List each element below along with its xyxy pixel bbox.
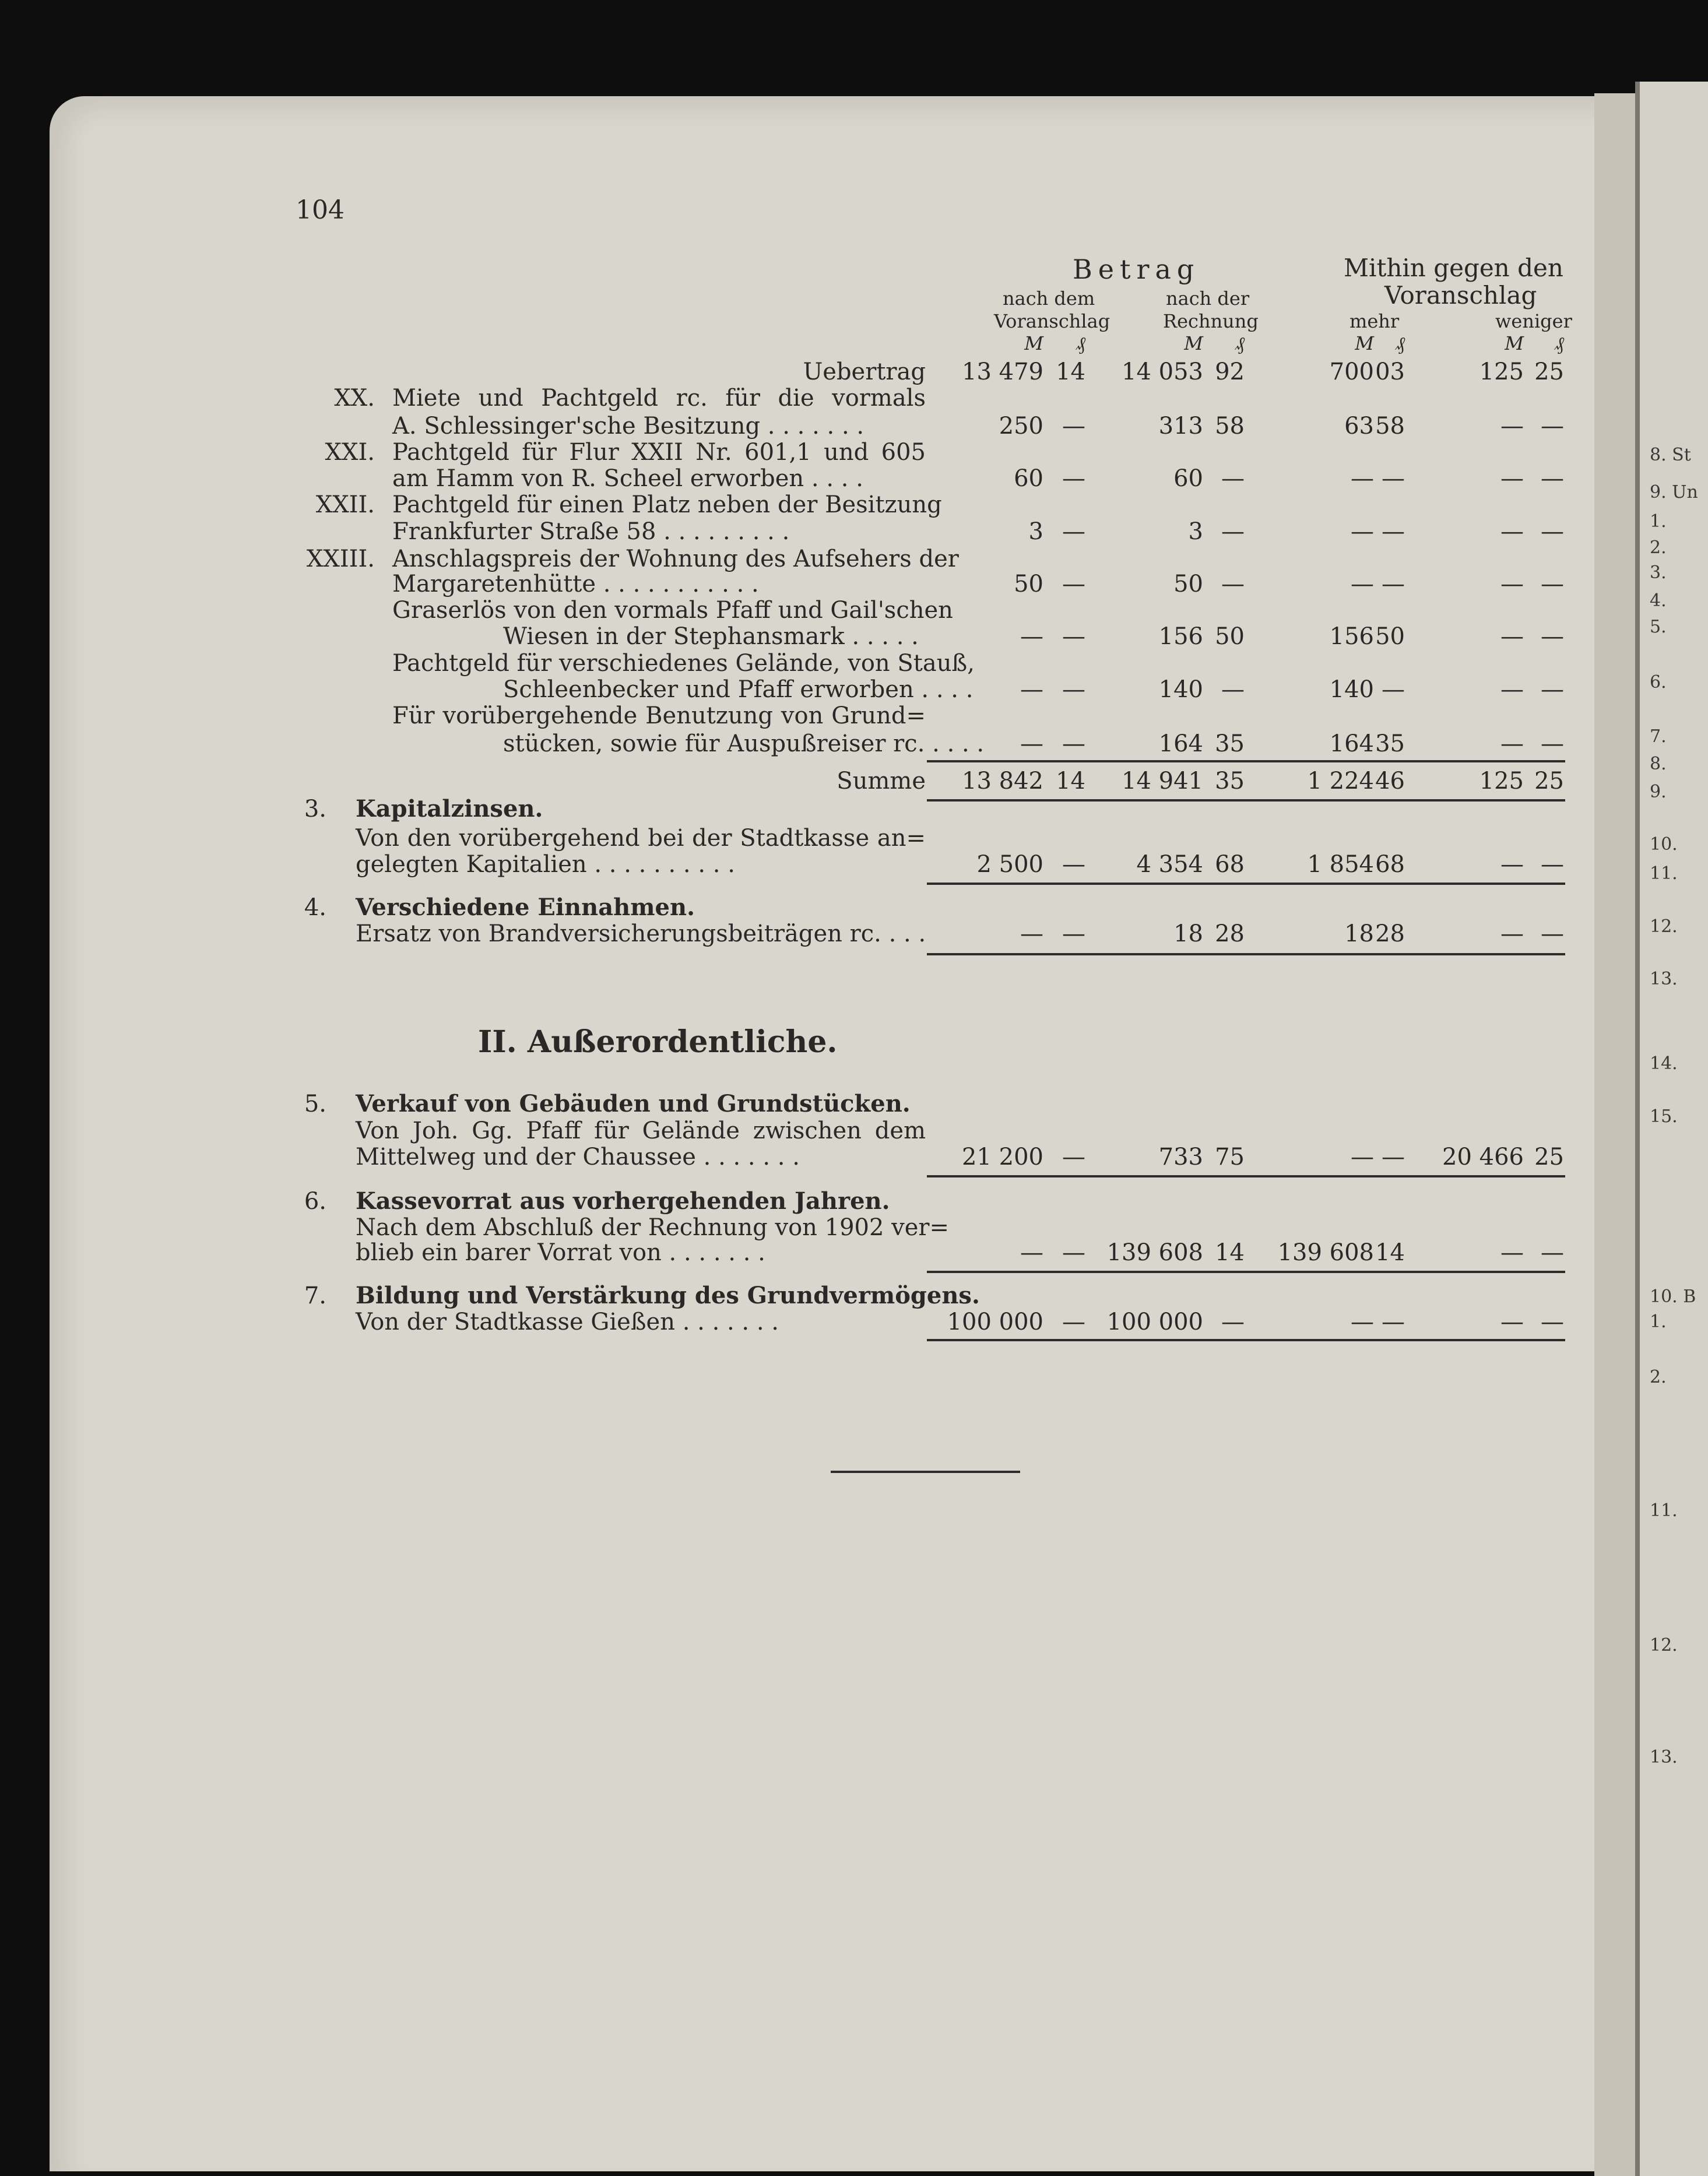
- amount-cell: —: [1351, 570, 1374, 597]
- amount-cell: 28: [1215, 920, 1245, 947]
- amount-cell: —: [1062, 1309, 1085, 1336]
- amount-cell: 68: [1375, 850, 1405, 878]
- next-page-fragment: 10. B: [1650, 1286, 1696, 1307]
- section-heading: Verschiedene Einnahmen.: [356, 893, 695, 921]
- next-page-strip: [1635, 82, 1708, 2176]
- amount-cell: —: [1351, 518, 1374, 545]
- mark-unit: M: [1184, 332, 1203, 354]
- next-page-fragment: 3.: [1650, 562, 1667, 583]
- amount-cell: 28: [1375, 920, 1405, 947]
- amount-cell: —: [1541, 1309, 1564, 1336]
- amount-cell: 58: [1375, 412, 1405, 440]
- next-page-fragment: 2.: [1650, 537, 1667, 558]
- amount-cell: —: [1062, 920, 1085, 947]
- header-betrag: Betrag: [1073, 254, 1200, 285]
- amount-cell: —: [1020, 676, 1043, 703]
- section-number: 7.: [304, 1282, 326, 1309]
- table-rule: [927, 760, 1565, 762]
- amount-cell: 58: [1215, 412, 1245, 440]
- item-text: Für vorübergehende Benutzung von Grund=: [392, 702, 926, 730]
- section-text: Mittelweg und der Chaussee . . . . . . .: [356, 1143, 800, 1170]
- amount-cell: 25: [1534, 1143, 1564, 1170]
- carry-over-label: Uebertrag: [803, 358, 926, 385]
- amount-cell: —: [1500, 676, 1524, 703]
- next-page-fragment: 11.: [1650, 1500, 1678, 1521]
- item-text: Graserlös von den vormals Pfaff und Gail'schen: [392, 597, 953, 624]
- amount-cell: 156: [1158, 623, 1203, 651]
- amount-cell: —: [1500, 518, 1524, 545]
- table-rule: [927, 1271, 1565, 1273]
- amount-cell: 14 053: [1122, 358, 1203, 385]
- amount-cell: —: [1020, 1239, 1043, 1267]
- amount-cell: —: [1500, 920, 1524, 947]
- next-page-fragment: 13.: [1650, 969, 1678, 990]
- amount-cell: —: [1062, 730, 1085, 757]
- amount-cell: —: [1500, 1309, 1524, 1336]
- amount-cell: 50: [1375, 623, 1405, 651]
- amount-cell: 156: [1329, 623, 1374, 651]
- section-number: 4.: [304, 894, 326, 921]
- amount-cell: 60: [1014, 465, 1043, 493]
- header-mithin-voranschlag: Voranschlag: [1384, 281, 1537, 310]
- amount-cell: 13 479: [962, 358, 1043, 385]
- amount-cell: —: [1062, 676, 1085, 703]
- amount-cell: 20 466: [1442, 1143, 1524, 1170]
- item-text: Pachtgeld für verschiedenes Gelände, von Stauß,: [392, 649, 975, 677]
- item-text: A. Schlessinger'sche Besitzung . . . . . . .: [392, 412, 864, 440]
- amount-cell: —: [1221, 1309, 1245, 1336]
- next-page-fragment: 12.: [1650, 1634, 1678, 1655]
- item-text: Wiesen in der Stephansmark . . . . .: [503, 623, 919, 651]
- amount-cell: 13 842: [962, 767, 1043, 795]
- sum-label: Summe: [837, 767, 926, 795]
- item-text: am Hamm von R. Scheel erworben . . . .: [392, 465, 863, 493]
- amount-cell: —: [1062, 1239, 1085, 1267]
- amount-cell: 140: [1329, 676, 1374, 703]
- amount-cell: —: [1382, 518, 1405, 545]
- item-text: Miete und Pachtgeld rc. für die vormals: [392, 385, 926, 412]
- table-rule: [927, 1175, 1565, 1177]
- amount-cell: 139 608: [1106, 1239, 1203, 1267]
- section-text: Von Joh. Gg. Pfaff für Gelände zwischen dem: [356, 1117, 926, 1144]
- amount-cell: —: [1541, 465, 1564, 493]
- amount-cell: —: [1062, 850, 1085, 878]
- section-text: gelegten Kapitalien . . . . . . . . . .: [356, 850, 735, 878]
- amount-cell: —: [1382, 570, 1405, 597]
- amount-cell: 50: [1173, 570, 1203, 597]
- amount-cell: —: [1221, 676, 1245, 703]
- next-page-fragment: 15.: [1650, 1106, 1678, 1127]
- amount-cell: 03: [1375, 358, 1405, 385]
- part-heading: II. Außerordentliche.: [478, 1024, 838, 1060]
- item-number: XX.: [334, 385, 375, 412]
- table-rule: [927, 799, 1565, 802]
- header-mithin: Mithin gegen den: [1344, 254, 1563, 282]
- next-page-fragment: 13.: [1650, 1747, 1678, 1768]
- amount-cell: 4 354: [1136, 850, 1203, 878]
- amount-cell: —: [1062, 412, 1085, 440]
- amount-cell: —: [1500, 412, 1524, 440]
- amount-cell: 313: [1158, 412, 1203, 440]
- amount-cell: 35: [1215, 730, 1245, 757]
- amount-cell: —: [1500, 730, 1524, 757]
- section-number: 5.: [304, 1091, 326, 1118]
- section-text: Von den vorübergehend bei der Stadtkasse an=: [356, 824, 926, 852]
- amount-cell: 46: [1375, 767, 1405, 795]
- amount-cell: 14: [1056, 767, 1085, 795]
- next-page-fragment: 8.: [1650, 754, 1667, 775]
- amount-cell: —: [1062, 1143, 1085, 1170]
- item-text: Schleenbecker und Pfaff erworben . . . .: [503, 676, 974, 703]
- table-rule: [927, 883, 1565, 885]
- amount-cell: 14 941: [1122, 767, 1203, 795]
- amount-cell: 75: [1215, 1143, 1245, 1170]
- amount-cell: 3: [1188, 518, 1203, 545]
- amount-cell: —: [1541, 623, 1564, 651]
- amount-cell: 14: [1056, 358, 1085, 385]
- next-page-fragment: 1.: [1650, 511, 1667, 532]
- next-page-fragment: 14.: [1650, 1053, 1678, 1074]
- amount-cell: 733: [1158, 1143, 1203, 1170]
- amount-cell: 35: [1215, 767, 1245, 795]
- header-nach-dem: nach dem: [1003, 287, 1095, 310]
- header-voranschlag: Voranschlag: [994, 310, 1110, 332]
- amount-cell: —: [1062, 465, 1085, 493]
- amount-cell: 250: [999, 412, 1043, 440]
- amount-cell: 68: [1215, 850, 1245, 878]
- amount-cell: —: [1020, 730, 1043, 757]
- amount-cell: —: [1382, 465, 1405, 493]
- amount-cell: 50: [1215, 623, 1245, 651]
- amount-cell: —: [1351, 1309, 1374, 1336]
- amount-cell: —: [1020, 623, 1043, 651]
- section-text: Von der Stadtkasse Gießen . . . . . . .: [356, 1309, 779, 1336]
- amount-cell: —: [1541, 850, 1564, 878]
- amount-cell: 125: [1479, 767, 1524, 795]
- amount-cell: 60: [1173, 465, 1203, 493]
- amount-cell: —: [1221, 518, 1245, 545]
- amount-cell: 139 608: [1277, 1239, 1374, 1267]
- amount-cell: 50: [1014, 570, 1043, 597]
- amount-cell: —: [1382, 1309, 1405, 1336]
- next-page-fragment: 4.: [1650, 590, 1667, 611]
- amount-cell: —: [1020, 920, 1043, 947]
- pfennig-unit: ₰: [1555, 332, 1564, 354]
- next-page-fragment: 1.: [1650, 1312, 1667, 1333]
- item-text: Pachtgeld für Flur XXII Nr. 601,1 und 605: [392, 438, 926, 466]
- amount-cell: —: [1351, 465, 1374, 493]
- amount-cell: 92: [1215, 358, 1245, 385]
- item-text: Frankfurter Straße 58 . . . . . . . . .: [392, 518, 790, 545]
- section-number: 3.: [304, 795, 326, 822]
- header-weniger: weniger: [1495, 310, 1572, 332]
- amount-cell: —: [1500, 1239, 1524, 1267]
- next-page-fragment: 8. St: [1650, 444, 1691, 465]
- amount-cell: 125: [1479, 358, 1524, 385]
- amount-cell: 63: [1344, 412, 1374, 440]
- amount-cell: —: [1221, 570, 1245, 597]
- amount-cell: 140: [1158, 676, 1203, 703]
- next-page-fragment: 12.: [1650, 916, 1678, 937]
- next-page-fragment: 9. Un: [1650, 481, 1698, 502]
- amount-cell: 164: [1158, 730, 1203, 757]
- page-edge: [1594, 93, 1635, 2176]
- amount-cell: 700: [1329, 358, 1374, 385]
- mark-unit: M: [1024, 332, 1043, 354]
- mark-unit: M: [1505, 332, 1524, 354]
- pfennig-unit: ₰: [1396, 332, 1405, 354]
- pfennig-unit: ₰: [1076, 332, 1085, 354]
- amount-cell: 18: [1173, 920, 1203, 947]
- item-text: Margaretenhütte . . . . . . . . . . .: [392, 570, 759, 597]
- amount-cell: —: [1351, 1143, 1374, 1170]
- amount-cell: —: [1500, 623, 1524, 651]
- header-mehr: mehr: [1349, 310, 1400, 332]
- item-number: XXII.: [315, 491, 375, 519]
- amount-cell: —: [1062, 570, 1085, 597]
- amount-cell: 21 200: [962, 1143, 1043, 1170]
- header-nach-der: nach der: [1166, 287, 1250, 310]
- amount-cell: 18: [1344, 920, 1374, 947]
- table-rule: [927, 953, 1565, 955]
- amount-cell: —: [1541, 412, 1564, 440]
- item-text: Pachtgeld für einen Platz neben der Besitzung: [392, 491, 942, 519]
- amount-cell: 164: [1329, 730, 1374, 757]
- amount-cell: —: [1062, 518, 1085, 545]
- next-page-fragment: 11.: [1650, 863, 1678, 884]
- amount-cell: —: [1382, 676, 1405, 703]
- end-rule: [831, 1471, 1020, 1473]
- section-text: blieb ein barer Vorrat von . . . . . . .: [356, 1239, 765, 1267]
- amount-cell: —: [1221, 465, 1245, 493]
- amount-cell: 3: [1028, 518, 1043, 545]
- amount-cell: 25: [1534, 358, 1564, 385]
- amount-cell: 14: [1375, 1239, 1405, 1267]
- amount-cell: 1 854: [1307, 850, 1374, 878]
- next-page-fragment: 7.: [1650, 726, 1667, 747]
- amount-cell: 100 000: [1106, 1309, 1203, 1336]
- amount-cell: —: [1541, 1239, 1564, 1267]
- amount-cell: —: [1541, 920, 1564, 947]
- next-page-fragment: 9.: [1650, 781, 1667, 802]
- amount-cell: —: [1382, 1143, 1405, 1170]
- amount-cell: —: [1500, 465, 1524, 493]
- item-text: stücken, sowie für Auspußreiser rc. . . . .: [503, 730, 985, 757]
- amount-cell: —: [1541, 570, 1564, 597]
- header-rechnung: Rechnung: [1163, 310, 1259, 332]
- next-page-fragment: 10.: [1650, 834, 1678, 855]
- amount-cell: 100 000: [947, 1309, 1043, 1336]
- amount-cell: —: [1062, 623, 1085, 651]
- mark-unit: M: [1355, 332, 1374, 354]
- section-text: Ersatz von Brandversicherungsbeiträgen rc. . . .: [356, 920, 926, 947]
- section-heading: Verkauf von Gebäuden und Grundstücken.: [356, 1090, 911, 1118]
- item-text: Anschlagspreis der Wohnung des Aufsehers der: [392, 546, 959, 573]
- next-page-fragment: 6.: [1650, 672, 1667, 692]
- table-rule: [927, 1339, 1565, 1341]
- page-number: 104: [296, 195, 345, 225]
- next-page-fragment: 5.: [1650, 616, 1667, 637]
- item-number: XXI.: [325, 438, 375, 466]
- amount-cell: 25: [1534, 767, 1564, 795]
- amount-cell: 1 224: [1307, 767, 1374, 795]
- section-heading: Bildung und Verstärkung des Grundvermögens.: [356, 1281, 980, 1309]
- pfennig-unit: ₰: [1235, 332, 1245, 354]
- amount-cell: 2 500: [976, 850, 1043, 878]
- next-page-fragment: 2.: [1650, 1367, 1667, 1388]
- amount-cell: —: [1541, 518, 1564, 545]
- section-text: Nach dem Abschluß der Rechnung von 1902 ver=: [356, 1214, 950, 1242]
- item-number: XXIII.: [306, 546, 375, 573]
- section-number: 6.: [304, 1188, 326, 1215]
- amount-cell: 35: [1375, 730, 1405, 757]
- amount-cell: 14: [1215, 1239, 1245, 1267]
- amount-cell: —: [1500, 850, 1524, 878]
- section-heading: Kapitalzinsen.: [356, 795, 543, 822]
- amount-cell: —: [1541, 730, 1564, 757]
- amount-cell: —: [1500, 570, 1524, 597]
- amount-cell: —: [1541, 676, 1564, 703]
- section-heading: Kassevorrat aus vorhergehenden Jahren.: [356, 1187, 890, 1215]
